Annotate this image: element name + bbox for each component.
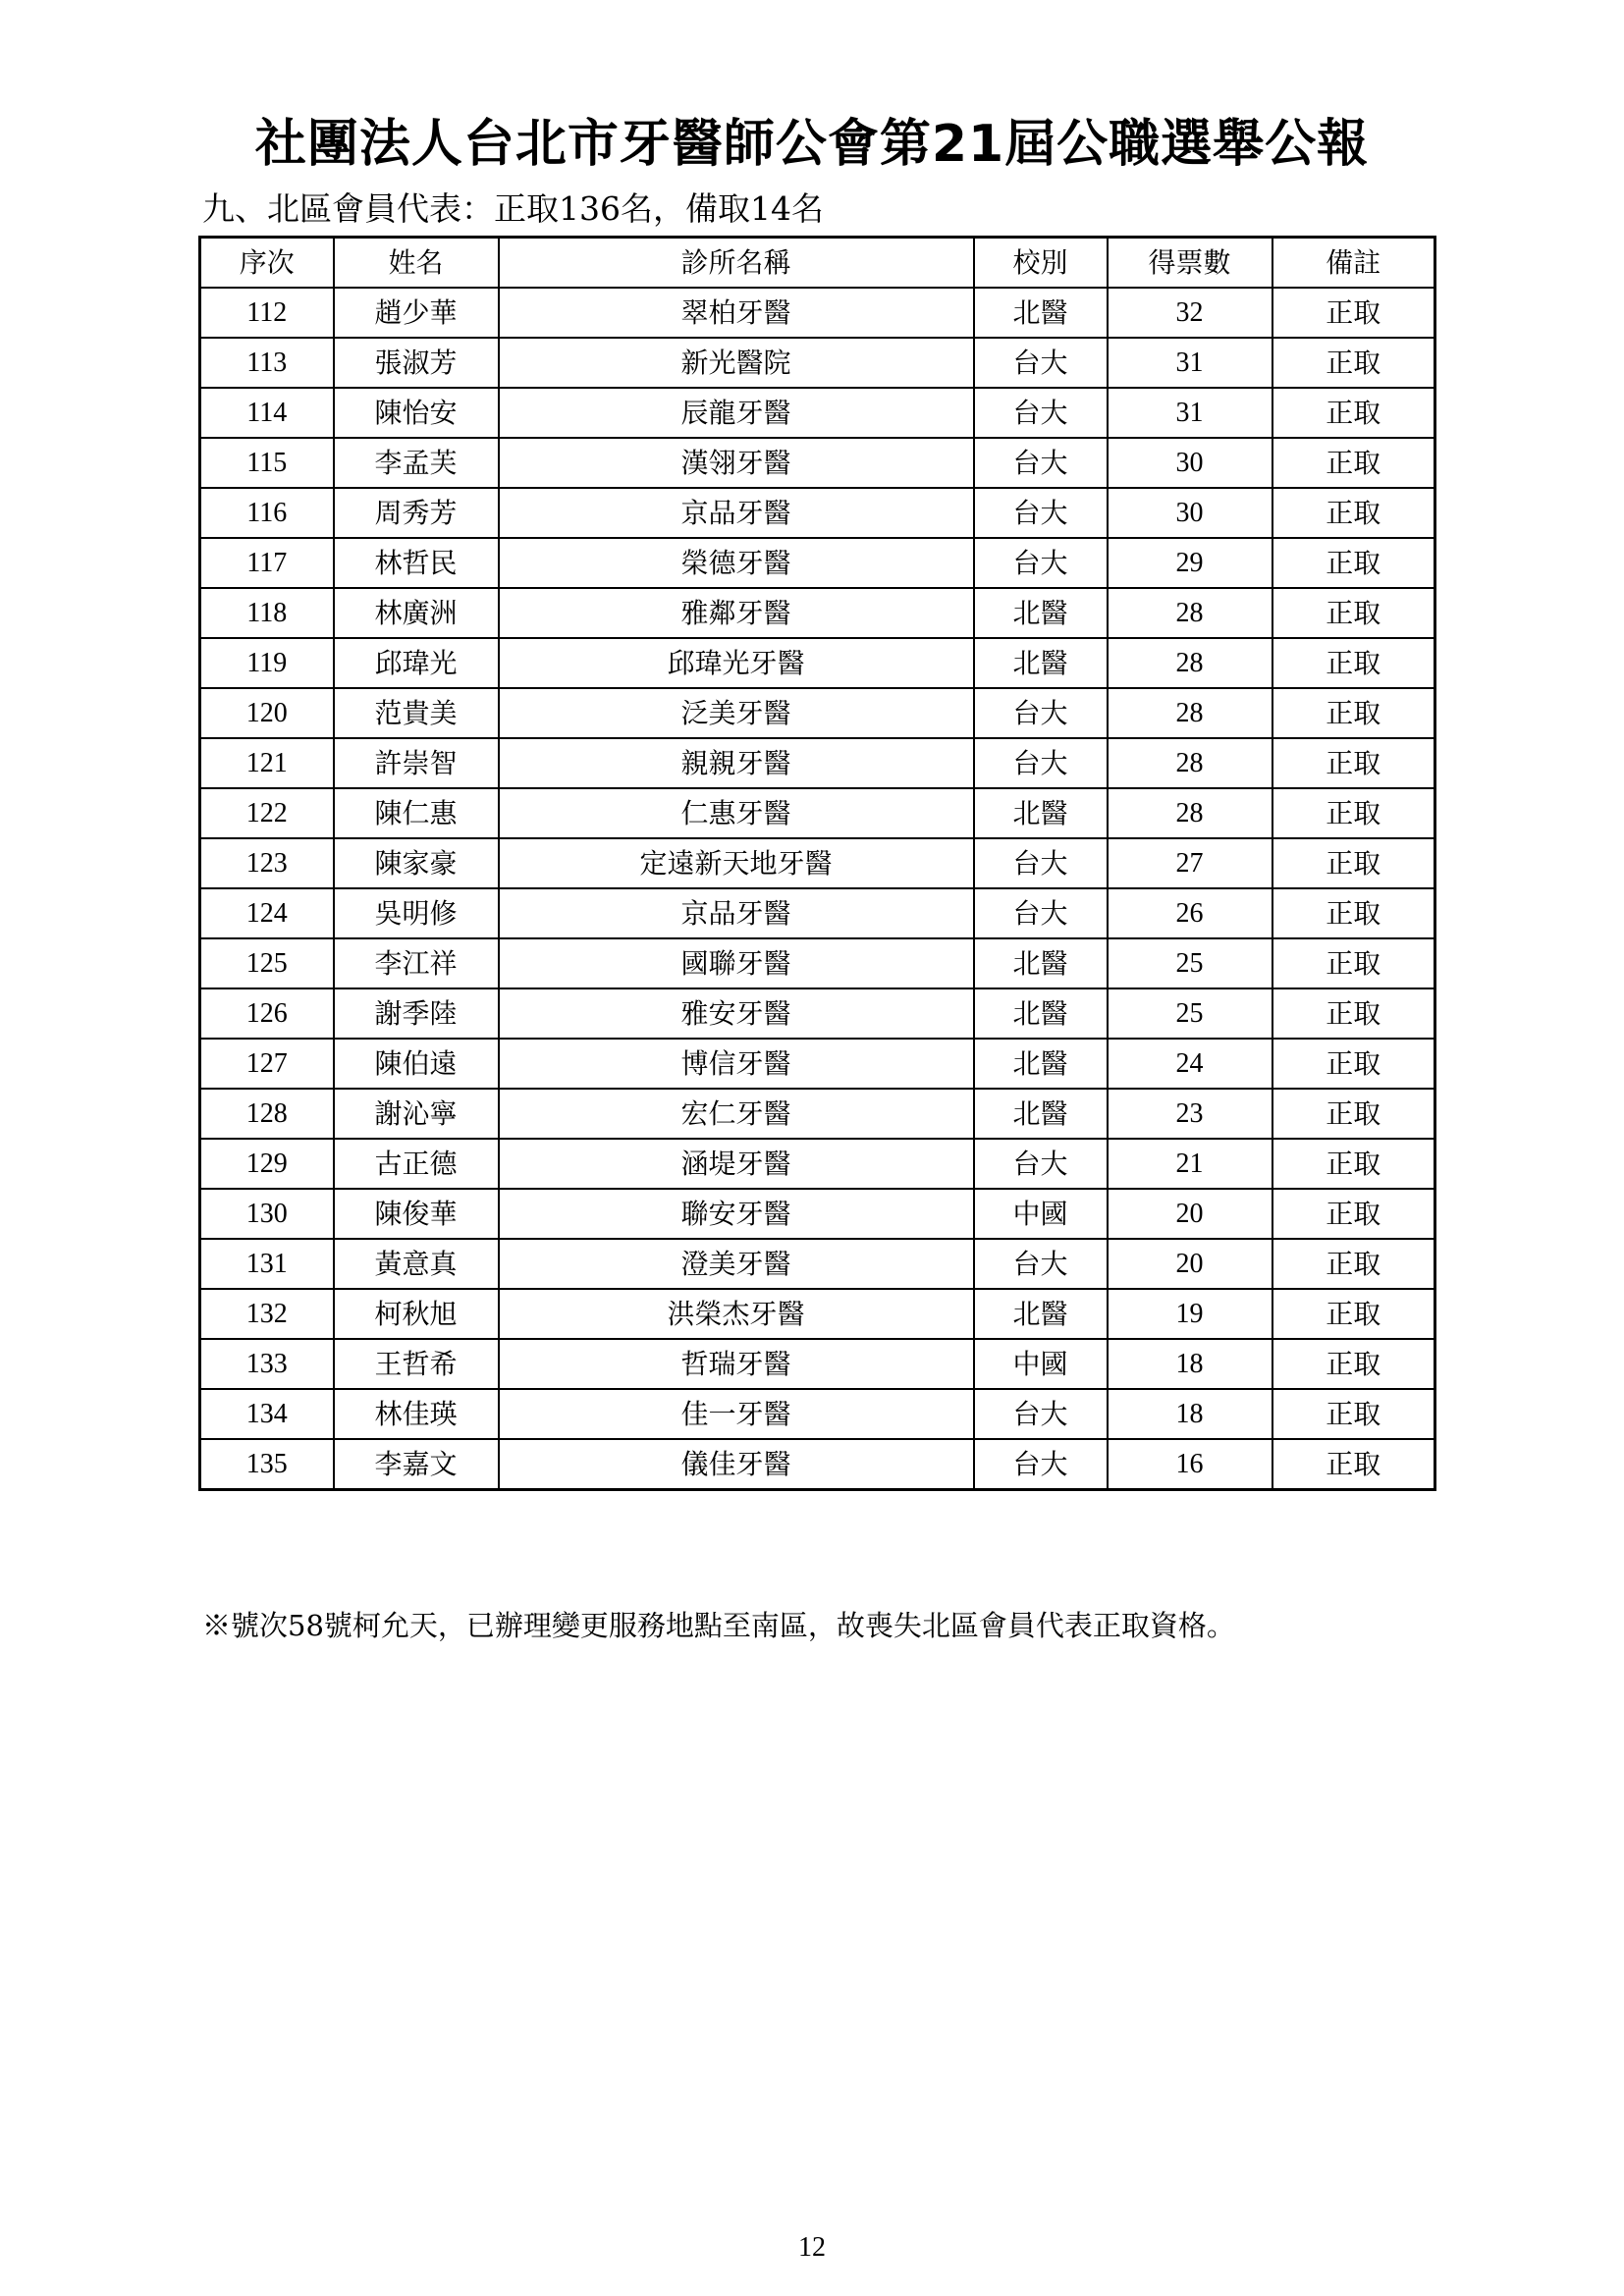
header-votes: 得票數 [1108, 238, 1272, 289]
cell-name: 李嘉文 [334, 1439, 499, 1490]
cell-name: 邱瑋光 [334, 638, 499, 688]
cell-clinic: 哲瑞牙醫 [499, 1339, 974, 1389]
cell-name: 周秀芳 [334, 488, 499, 538]
header-school: 校別 [974, 238, 1108, 289]
section-subtitle: 九、北區會員代表：正取136名，備取14名 [202, 189, 824, 228]
cell-votes: 29 [1108, 538, 1272, 588]
cell-name: 李江祥 [334, 938, 499, 988]
cell-note: 正取 [1272, 688, 1435, 738]
cell-clinic: 邱瑋光牙醫 [499, 638, 974, 688]
cell-name: 許崇智 [334, 738, 499, 788]
cell-note: 正取 [1272, 838, 1435, 888]
cell-name: 林哲民 [334, 538, 499, 588]
cell-name: 陳俊華 [334, 1189, 499, 1239]
cell-school: 台大 [974, 888, 1108, 938]
table-row [200, 888, 1435, 938]
cell-votes: 31 [1108, 388, 1272, 438]
cell-school: 北醫 [974, 1039, 1108, 1089]
cell-note: 正取 [1272, 1239, 1435, 1289]
cell-seq: 116 [200, 488, 334, 538]
cell-note: 正取 [1272, 988, 1435, 1039]
cell-seq: 125 [200, 938, 334, 988]
cell-votes: 24 [1108, 1039, 1272, 1089]
cell-seq: 118 [200, 588, 334, 638]
table-row [200, 688, 1435, 738]
table-row [200, 738, 1435, 788]
cell-clinic: 新光醫院 [499, 338, 974, 388]
table-row [200, 1089, 1435, 1139]
cell-seq: 117 [200, 538, 334, 588]
cell-votes: 23 [1108, 1089, 1272, 1139]
cell-votes: 28 [1108, 638, 1272, 688]
cell-clinic: 漢翎牙醫 [499, 438, 974, 488]
table-row [200, 388, 1435, 438]
cell-name: 柯秋旭 [334, 1289, 499, 1339]
table-row [200, 538, 1435, 588]
cell-votes: 16 [1108, 1439, 1272, 1490]
cell-name: 林廣洲 [334, 588, 499, 638]
table-row [200, 1239, 1435, 1289]
results-body [200, 288, 1435, 1490]
cell-note: 正取 [1272, 788, 1435, 838]
table-row [200, 988, 1435, 1039]
cell-votes: 19 [1108, 1289, 1272, 1339]
cell-clinic: 佳一牙醫 [499, 1389, 974, 1439]
cell-seq: 113 [200, 338, 334, 388]
cell-clinic: 雅安牙醫 [499, 988, 974, 1039]
cell-votes: 25 [1108, 938, 1272, 988]
cell-note: 正取 [1272, 538, 1435, 588]
cell-note: 正取 [1272, 638, 1435, 688]
cell-seq: 128 [200, 1089, 334, 1139]
cell-school: 北醫 [974, 788, 1108, 838]
cell-note: 正取 [1272, 1039, 1435, 1089]
table-row [200, 938, 1435, 988]
cell-seq: 131 [200, 1239, 334, 1289]
table-row [200, 838, 1435, 888]
cell-name: 謝沁寧 [334, 1089, 499, 1139]
cell-votes: 28 [1108, 688, 1272, 738]
cell-note: 正取 [1272, 288, 1435, 338]
cell-school: 台大 [974, 688, 1108, 738]
cell-clinic: 京品牙醫 [499, 888, 974, 938]
footnote: ※號次58號柯允天，已辦理變更服務地點至南區，故喪失北區會員代表正取資格。 [202, 1609, 1235, 1642]
cell-school: 台大 [974, 838, 1108, 888]
cell-votes: 30 [1108, 438, 1272, 488]
cell-seq: 133 [200, 1339, 334, 1389]
header-seq: 序次 [200, 238, 334, 289]
cell-seq: 120 [200, 688, 334, 738]
cell-name: 李孟芙 [334, 438, 499, 488]
cell-votes: 26 [1108, 888, 1272, 938]
table-row [200, 788, 1435, 838]
cell-school: 台大 [974, 488, 1108, 538]
cell-clinic: 辰龍牙醫 [499, 388, 974, 438]
cell-name: 黃意真 [334, 1239, 499, 1289]
table-row [200, 588, 1435, 638]
cell-votes: 20 [1108, 1189, 1272, 1239]
cell-note: 正取 [1272, 1339, 1435, 1389]
cell-school: 台大 [974, 388, 1108, 438]
cell-clinic: 翠柏牙醫 [499, 288, 974, 338]
table-row [200, 638, 1435, 688]
cell-clinic: 京品牙醫 [499, 488, 974, 538]
cell-clinic: 國聯牙醫 [499, 938, 974, 988]
cell-clinic: 泛美牙醫 [499, 688, 974, 738]
cell-note: 正取 [1272, 438, 1435, 488]
cell-votes: 21 [1108, 1139, 1272, 1189]
cell-school: 台大 [974, 1439, 1108, 1490]
cell-school: 北醫 [974, 938, 1108, 988]
table-header-row [200, 238, 1435, 289]
cell-school: 中國 [974, 1339, 1108, 1389]
cell-votes: 18 [1108, 1339, 1272, 1389]
cell-name: 王哲希 [334, 1339, 499, 1389]
cell-seq: 119 [200, 638, 334, 688]
cell-note: 正取 [1272, 938, 1435, 988]
cell-clinic: 洪榮杰牙醫 [499, 1289, 974, 1339]
cell-clinic: 宏仁牙醫 [499, 1089, 974, 1139]
cell-votes: 28 [1108, 738, 1272, 788]
table-row [200, 1389, 1435, 1439]
cell-note: 正取 [1272, 738, 1435, 788]
header-name: 姓名 [334, 238, 499, 289]
cell-seq: 122 [200, 788, 334, 838]
cell-name: 張淑芳 [334, 338, 499, 388]
cell-clinic: 仁惠牙醫 [499, 788, 974, 838]
cell-seq: 130 [200, 1189, 334, 1239]
cell-name: 陳仁惠 [334, 788, 499, 838]
cell-seq: 112 [200, 288, 334, 338]
cell-school: 中國 [974, 1189, 1108, 1239]
table-row [200, 1289, 1435, 1339]
cell-seq: 121 [200, 738, 334, 788]
cell-clinic: 雅鄰牙醫 [499, 588, 974, 638]
cell-clinic: 定遠新天地牙醫 [499, 838, 974, 888]
cell-seq: 114 [200, 388, 334, 438]
cell-note: 正取 [1272, 888, 1435, 938]
table-row [200, 438, 1435, 488]
cell-seq: 132 [200, 1289, 334, 1339]
cell-school: 台大 [974, 1139, 1108, 1189]
cell-seq: 129 [200, 1139, 334, 1189]
cell-note: 正取 [1272, 1089, 1435, 1139]
cell-note: 正取 [1272, 338, 1435, 388]
cell-note: 正取 [1272, 1139, 1435, 1189]
cell-seq: 126 [200, 988, 334, 1039]
header-note: 備註 [1272, 238, 1435, 289]
cell-clinic: 榮德牙醫 [499, 538, 974, 588]
cell-name: 陳伯遠 [334, 1039, 499, 1089]
cell-votes: 28 [1108, 588, 1272, 638]
cell-seq: 115 [200, 438, 334, 488]
cell-school: 台大 [974, 538, 1108, 588]
cell-seq: 127 [200, 1039, 334, 1089]
header-clinic: 診所名稱 [499, 238, 974, 289]
table-row [200, 1189, 1435, 1239]
page-number: 12 [798, 2232, 826, 2263]
cell-school: 北醫 [974, 1289, 1108, 1339]
table-row [200, 488, 1435, 538]
cell-votes: 27 [1108, 838, 1272, 888]
cell-seq: 123 [200, 838, 334, 888]
cell-school: 北醫 [974, 638, 1108, 688]
cell-note: 正取 [1272, 388, 1435, 438]
cell-clinic: 儀佳牙醫 [499, 1439, 974, 1490]
cell-votes: 20 [1108, 1239, 1272, 1289]
table-row [200, 338, 1435, 388]
cell-note: 正取 [1272, 1439, 1435, 1490]
cell-seq: 134 [200, 1389, 334, 1439]
cell-note: 正取 [1272, 1189, 1435, 1239]
page-title: 社團法人台北市牙醫師公會第21屆公職選舉公報 [254, 115, 1370, 174]
cell-school: 北醫 [974, 288, 1108, 338]
cell-votes: 31 [1108, 338, 1272, 388]
cell-clinic: 澄美牙醫 [499, 1239, 974, 1289]
cell-school: 台大 [974, 738, 1108, 788]
cell-name: 吳明修 [334, 888, 499, 938]
cell-clinic: 親親牙醫 [499, 738, 974, 788]
cell-name: 林佳瑛 [334, 1389, 499, 1439]
cell-school: 北醫 [974, 988, 1108, 1039]
table-row [200, 1339, 1435, 1389]
cell-name: 謝季陸 [334, 988, 499, 1039]
cell-votes: 30 [1108, 488, 1272, 538]
cell-note: 正取 [1272, 1289, 1435, 1339]
table-row [200, 1039, 1435, 1089]
cell-school: 台大 [974, 1389, 1108, 1439]
cell-votes: 18 [1108, 1389, 1272, 1439]
cell-seq: 135 [200, 1439, 334, 1490]
cell-school: 北醫 [974, 1089, 1108, 1139]
cell-clinic: 聯安牙醫 [499, 1189, 974, 1239]
cell-note: 正取 [1272, 488, 1435, 538]
cell-seq: 124 [200, 888, 334, 938]
cell-name: 趙少華 [334, 288, 499, 338]
cell-name: 陳怡安 [334, 388, 499, 438]
cell-school: 北醫 [974, 588, 1108, 638]
cell-school: 台大 [974, 338, 1108, 388]
results-table [198, 236, 1436, 1491]
cell-clinic: 涵堤牙醫 [499, 1139, 974, 1189]
table-row [200, 1439, 1435, 1490]
cell-school: 台大 [974, 1239, 1108, 1289]
cell-name: 陳家豪 [334, 838, 499, 888]
cell-name: 古正德 [334, 1139, 499, 1189]
cell-note: 正取 [1272, 588, 1435, 638]
table-row [200, 288, 1435, 338]
table-row [200, 1139, 1435, 1189]
cell-name: 范貴美 [334, 688, 499, 738]
cell-clinic: 博信牙醫 [499, 1039, 974, 1089]
cell-votes: 32 [1108, 288, 1272, 338]
cell-school: 台大 [974, 438, 1108, 488]
cell-votes: 25 [1108, 988, 1272, 1039]
cell-note: 正取 [1272, 1389, 1435, 1439]
cell-votes: 28 [1108, 788, 1272, 838]
